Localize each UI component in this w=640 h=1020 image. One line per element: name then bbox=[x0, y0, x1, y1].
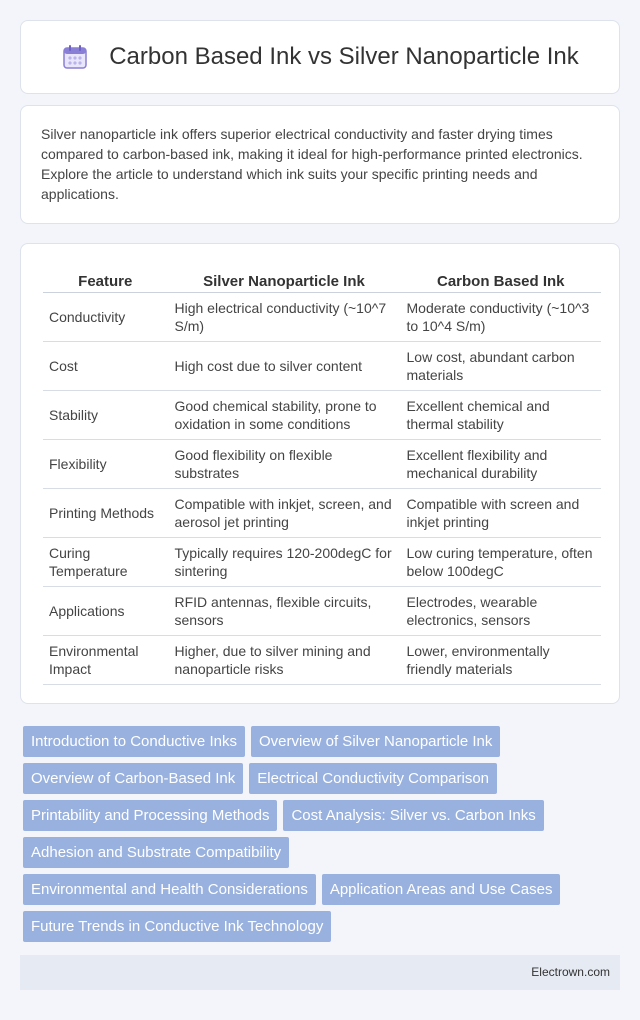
carbon-cell: Excellent chemical and thermal stability bbox=[400, 390, 601, 439]
feature-cell: Cost bbox=[43, 341, 168, 390]
header-card bbox=[20, 20, 620, 94]
silver-cell: High cost due to silver content bbox=[168, 341, 400, 390]
table-row bbox=[43, 390, 601, 439]
feature-cell: Printing Methods bbox=[43, 488, 168, 537]
silver-cell: Typically requires 120-200degC for sintering bbox=[168, 537, 400, 586]
table-row bbox=[43, 537, 601, 586]
silver-cell: High electrical conductivity (~10^7 S/m) bbox=[168, 292, 400, 341]
column-header-feature: Feature bbox=[43, 264, 168, 292]
topic-tag-link[interactable]: Overview of Carbon-Based Ink bbox=[23, 763, 243, 794]
feature-cell: Applications bbox=[43, 586, 168, 635]
carbon-cell: Low curing temperature, often below 100degC bbox=[400, 537, 601, 586]
topic-tag-link[interactable]: Introduction to Conductive Inks bbox=[23, 726, 245, 757]
table-row bbox=[43, 341, 601, 390]
topic-tag-link[interactable]: Future Trends in Conductive Ink Technology bbox=[23, 911, 331, 942]
silver-cell: Good flexibility on flexible substrates bbox=[168, 439, 400, 488]
comparison-table bbox=[43, 264, 601, 685]
carbon-cell: Compatible with screen and inkjet printing bbox=[400, 488, 601, 537]
silver-cell: Higher, due to silver mining and nanoparticle risks bbox=[168, 635, 400, 684]
feature-cell: Curing Temperature bbox=[43, 537, 168, 586]
carbon-cell: Low cost, abundant carbon materials bbox=[400, 341, 601, 390]
topic-tag-link[interactable]: Adhesion and Substrate Compatibility bbox=[23, 837, 289, 868]
topic-tag-link[interactable]: Printability and Processing Methods bbox=[23, 800, 277, 831]
topic-tags bbox=[20, 726, 620, 948]
comparison-table-card bbox=[20, 243, 620, 704]
carbon-cell: Electrodes, wearable electronics, sensors bbox=[400, 586, 601, 635]
page-title: Carbon Based Ink vs Silver Nanoparticle Ink bbox=[109, 43, 579, 70]
summary-card bbox=[20, 105, 620, 224]
silver-cell: Compatible with inkjet, screen, and aerosol jet printing bbox=[168, 488, 400, 537]
summary-text: Silver nanoparticle ink offers superior electrical conductivity and faster drying times compared to carbon-based ink, making it ideal for high-performance printed electronics. Explore the article to understand which ink suits your specific printing needs and applications. bbox=[41, 126, 583, 202]
topic-tag-link[interactable]: Application Areas and Use Cases bbox=[322, 874, 561, 905]
table-row bbox=[43, 586, 601, 635]
table-row bbox=[43, 292, 601, 341]
feature-cell: Flexibility bbox=[43, 439, 168, 488]
table-row bbox=[43, 635, 601, 684]
calendar-icon bbox=[61, 43, 89, 71]
feature-cell: Stability bbox=[43, 390, 168, 439]
feature-cell: Conductivity bbox=[43, 292, 168, 341]
column-header-carbon: Carbon Based Ink bbox=[400, 264, 601, 292]
footer bbox=[20, 955, 620, 990]
table-header-row bbox=[43, 264, 601, 292]
silver-cell: RFID antennas, flexible circuits, sensors bbox=[168, 586, 400, 635]
topic-tag-link[interactable]: Environmental and Health Considerations bbox=[23, 874, 316, 905]
carbon-cell: Lower, environmentally friendly materials bbox=[400, 635, 601, 684]
topic-tag-link[interactable]: Electrical Conductivity Comparison bbox=[249, 763, 497, 794]
column-header-silver: Silver Nanoparticle Ink bbox=[168, 264, 400, 292]
topic-tag-link[interactable]: Overview of Silver Nanoparticle Ink bbox=[251, 726, 500, 757]
topic-tag-link[interactable]: Cost Analysis: Silver vs. Carbon Inks bbox=[283, 800, 543, 831]
table-row bbox=[43, 488, 601, 537]
feature-cell: Environmental Impact bbox=[43, 635, 168, 684]
table-row bbox=[43, 439, 601, 488]
carbon-cell: Excellent flexibility and mechanical durability bbox=[400, 439, 601, 488]
carbon-cell: Moderate conductivity (~10^3 to 10^4 S/m) bbox=[400, 292, 601, 341]
silver-cell: Good chemical stability, prone to oxidation in some conditions bbox=[168, 390, 400, 439]
footer-site-name: Electrown.com bbox=[531, 965, 610, 979]
